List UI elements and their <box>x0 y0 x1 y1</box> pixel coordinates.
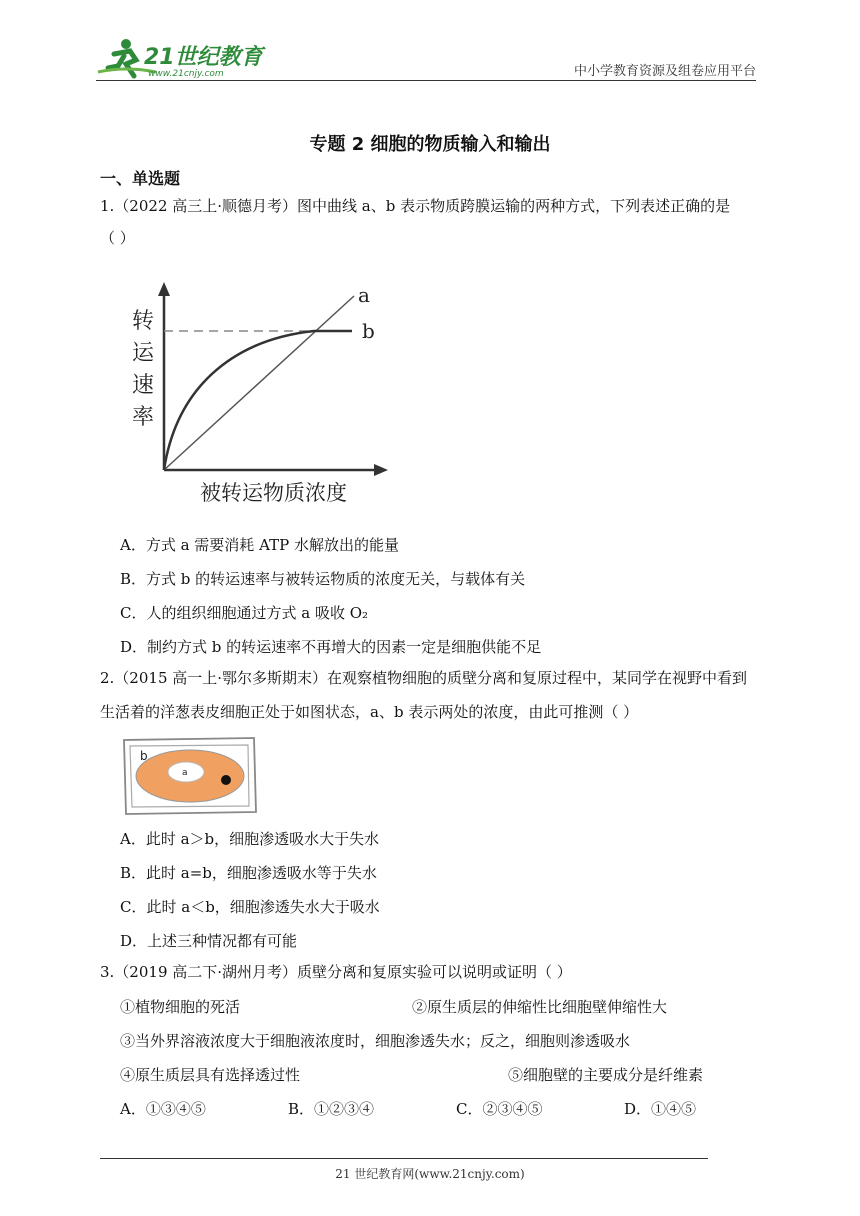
q3-statement-4: ④原生质层具有选择透过性 <box>120 1066 301 1084</box>
q3-statement-2: ②原生质层的伸缩性比细胞壁伸缩性大 <box>412 998 668 1016</box>
q2-cell-figure <box>120 736 260 816</box>
header-divider <box>96 80 756 81</box>
y-axis-label-2: 运 <box>132 341 155 366</box>
cell-label-a: a <box>182 768 188 778</box>
curve-b <box>164 331 352 470</box>
q3-option-b: B．①②③④ <box>288 1100 375 1118</box>
footer-divider <box>100 1158 708 1159</box>
site-logo <box>96 36 266 82</box>
cell-label-b: b <box>140 749 148 763</box>
curve-b-label: b <box>362 319 375 343</box>
footer-text: 21 世纪教育网(www.21cnjy.com) <box>335 1167 525 1181</box>
page-title: 专题 2 细胞的物质输入和输出 <box>309 134 551 155</box>
q1-option-b: B．方式 b 的转运速率与被转运物质的浓度无关，与载体有关 <box>120 570 526 588</box>
y-axis-label-3: 速 <box>132 373 155 398</box>
q2-option-b: B．此时 a=b，细胞渗透吸水等于失水 <box>120 864 377 882</box>
q3-statement-3: ③当外界溶液浓度大于细胞液浓度时，细胞渗透失水；反之，细胞则渗透吸水 <box>120 1032 631 1050</box>
q2-option-d: D．上述三种情况都有可能 <box>120 932 298 950</box>
logo-url: www.21cnjy.com <box>148 69 224 79</box>
q1-stem-line1: 1.（2022 高三上·顺德月考）图中曲线 a、b 表示物质跨膜运输的两种方式，下列表述正确的是 <box>100 197 731 215</box>
q2-stem-line2: 生活着的洋葱表皮细胞正处于如图状态，a、b 表示两处的浓度，由此可推测（ ） <box>100 703 639 721</box>
curve-a-label: a <box>358 283 370 307</box>
q2-option-a: A．此时 a＞b，细胞渗透吸水大于失水 <box>120 830 380 848</box>
q2-option-c: C．此时 a＜b，细胞渗透失水大于吸水 <box>120 898 380 916</box>
q3-stem: 3.（2019 高二下·湖州月考）质壁分离和复原实验可以说明或证明（ ） <box>100 963 572 981</box>
q3-statement-1: ①植物细胞的死活 <box>120 998 241 1016</box>
q1-graph <box>120 280 390 510</box>
x-axis-label: 被转运物质浓度 <box>200 481 347 505</box>
q1-option-a: A．方式 a 需要消耗 ATP 水解放出的能量 <box>120 536 399 554</box>
y-axis-label-1: 转 <box>132 309 155 334</box>
q1-stem-line2: （ ） <box>100 229 135 247</box>
q1-option-c: C．人的组织细胞通过方式 a 吸收 O₂ <box>120 604 369 622</box>
q3-option-d: D．①④⑤ <box>624 1100 697 1118</box>
q1-option-d: D．制约方式 b 的转运速率不再增大的因素一定是细胞供能不足 <box>120 638 542 656</box>
q3-option-a: A．①③④⑤ <box>120 1100 206 1118</box>
q3-option-c: C．②③④⑤ <box>456 1100 543 1118</box>
section-heading: 一、单选题 <box>100 169 181 188</box>
q2-stem-line1: 2.（2015 高一上·鄂尔多斯期末）在观察植物细胞的质壁分离和复原过程中，某同学在视野中看到 <box>100 669 748 687</box>
platform-label: 中小学教育资源及组卷应用平台 <box>573 64 756 79</box>
q3-statement-5: ⑤细胞壁的主要成分是纤维素 <box>508 1066 704 1084</box>
y-axis-label-4: 率 <box>132 405 155 430</box>
logo-text: 21世纪教育 <box>144 45 263 70</box>
curve-a <box>164 296 354 470</box>
